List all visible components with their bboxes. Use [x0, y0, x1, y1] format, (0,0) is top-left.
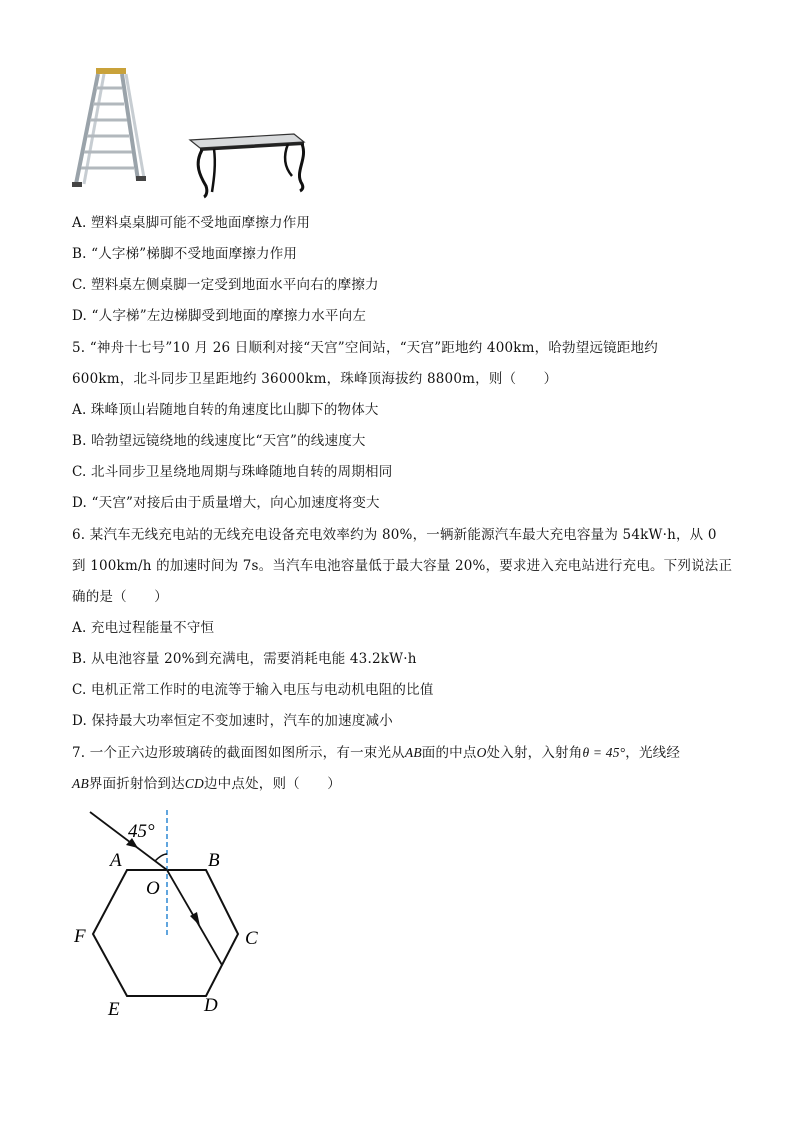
q4-option-d: D. “人字梯”左边梯脚受到地面的摩擦力水平向左: [72, 308, 367, 324]
q4-option-b: B. “人字梯”梯脚不受地面摩擦力作用: [72, 246, 298, 262]
q6-stem-line2: 到 100km/h 的加速时间为 7s。当汽车电池容量低于最大容量 20%，要求进入充电站进行充电。下列说法正: [72, 558, 733, 574]
angle-label: 45°: [128, 821, 155, 842]
q7-stem-line2: [72, 775, 341, 793]
q7-ab: AB: [404, 745, 422, 760]
q6-stem-line3: 确的是（ ）: [72, 589, 168, 605]
q7-cd: CD: [184, 776, 204, 791]
q7-stem-line1: [72, 744, 680, 762]
q6-option-d: D. 保持最大功率恒定不变加速时，汽车的加速度减小: [72, 713, 393, 729]
q6-stem-line1: 6. 某汽车无线充电站的无线充电设备充电效率约为 80%，一辆新能源汽车最大充电容量为 54kW·h，从 0: [72, 527, 717, 543]
vertex-a-label: A: [110, 850, 122, 871]
q6-option-b: B. 从电池容量 20%到充满电，需要消耗电能 43.2kW·h: [72, 651, 417, 667]
table-image: [190, 134, 304, 197]
hexagon-refraction-diagram: [70, 808, 270, 1023]
vertex-b-label: B: [208, 850, 220, 871]
q5-stem-line1: 5. “神舟十七号”10 月 26 日顺利对接“天宫”空间站，“天宫”距地约 400km，哈勃望远镜距地约: [72, 340, 658, 356]
q5-option-b: B. 哈勃望远镜绕地的线速度比“天宫”的线速度大: [72, 433, 366, 449]
ladder-image: [72, 68, 146, 187]
q7-theta: θ = 45°: [582, 745, 626, 760]
q6-option-c: C. 电机正常工作时的电流等于输入电压与电动机电阻的比值: [72, 682, 434, 698]
q7-line2-b: 边中点处，则（ ）: [203, 776, 341, 792]
q7-stem-d: ，光线经: [625, 745, 681, 761]
q5-option-c: C. 北斗同步卫星绕地周期与珠峰随地自转的周期相同: [72, 464, 393, 480]
q7-line2-a: 界面折射恰到达: [88, 776, 185, 792]
q7-line2-ab: AB: [72, 776, 89, 791]
q7-stem-a: 7. 一个正六边形玻璃砖的截面图如图所示，有一束光从: [72, 745, 405, 761]
vertex-e-label: E: [108, 999, 120, 1020]
q5-stem-line2: 600km，北斗同步卫星距地约 36000km，珠峰顶海拔约 8800m，则（ ）: [72, 371, 558, 387]
ladder-table-figure: [66, 64, 326, 204]
q7-stem-c: 处入射，入射角: [486, 745, 583, 761]
q4-option-a: A. 塑料桌桌脚可能不受地面摩擦力作用: [72, 215, 311, 231]
q7-stem-b: 面的中点: [421, 745, 477, 761]
angle-arc: [155, 854, 167, 861]
hexagon-shape: [93, 870, 238, 996]
vertex-c-label: C: [245, 928, 258, 949]
point-o-label: O: [146, 878, 160, 899]
q6-option-a: A. 充电过程能量不守恒: [72, 620, 215, 636]
q5-option-a: A. 珠峰顶山岩随地自转的角速度比山脚下的物体大: [72, 402, 379, 418]
q7-o: O: [476, 745, 487, 760]
vertex-f-label: F: [74, 926, 86, 947]
vertex-d-label: D: [204, 995, 218, 1016]
q4-option-c: C. 塑料桌左侧桌脚一定受到地面水平向右的摩擦力: [72, 277, 379, 293]
q5-option-d: D. “天宫”对接后由于质量增大，向心加速度将变大: [72, 495, 380, 511]
